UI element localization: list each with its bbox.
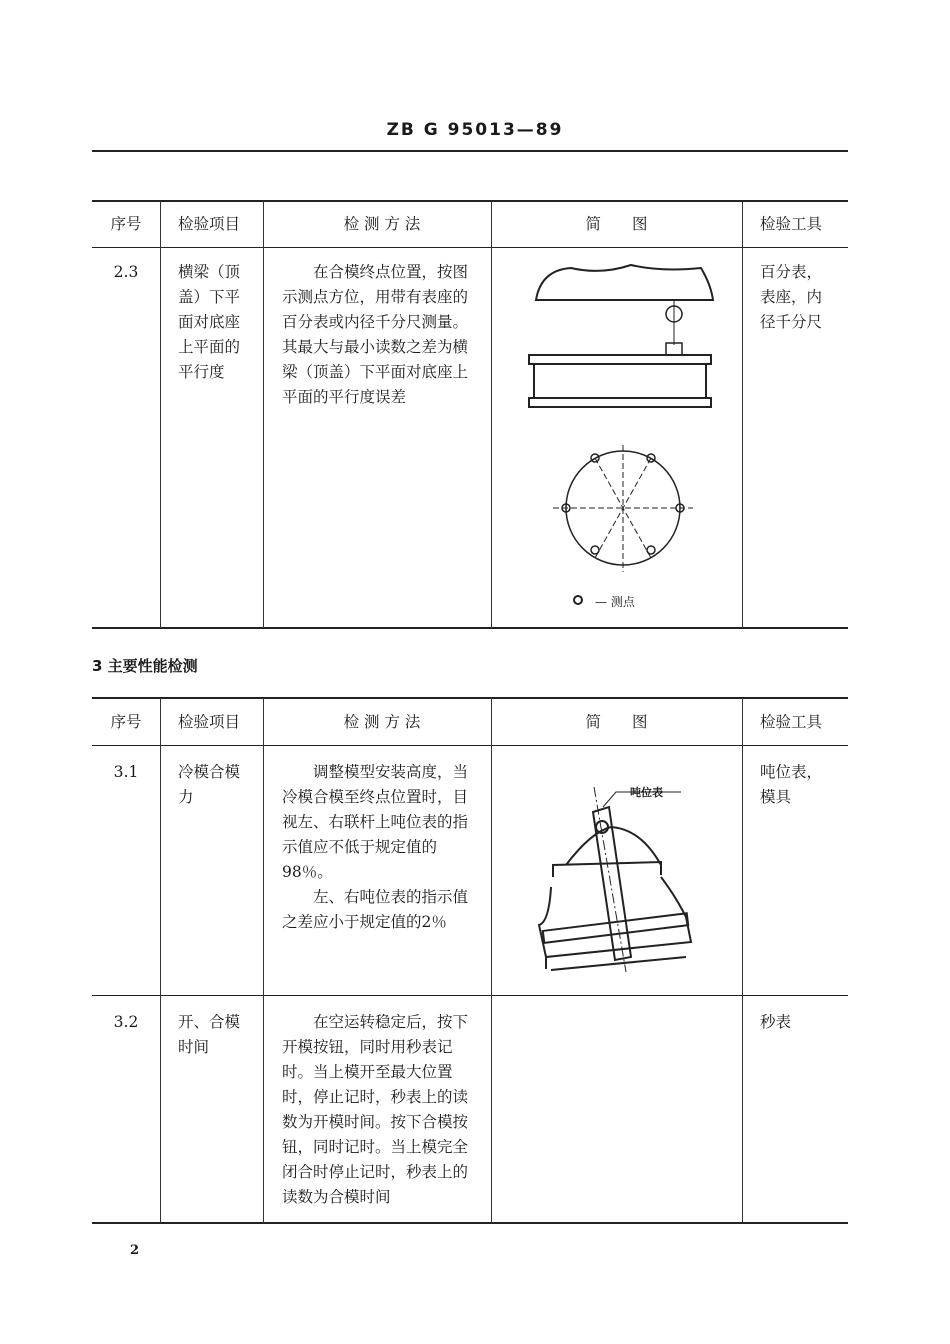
doc-code: ZB G 95013—89 (386, 120, 564, 140)
col-header-tools: 检验工具 (760, 215, 823, 233)
row-method: 调整模型安装高度，当冷模合模至终点位置时，目视左、右联杆上吨位表的指示值应不低于规定值的98％。 (282, 763, 469, 881)
figure-legend: — 测点 (595, 595, 635, 609)
row-no: 3.1 (113, 763, 139, 781)
col-header-no: 序号 (110, 215, 142, 233)
row-item: 横梁（顶盖）下平面对底座上平面的平行度 (178, 263, 241, 381)
row-item: 开、合模时间 (178, 1013, 241, 1056)
row-tools: 吨位表，模具 (760, 763, 823, 806)
row-method: 在合模终点位置，按图示测点方位，用带有表座的百分表或内径千分尺测量。其最大与最小读数之差为横梁（顶盖）下平面对底座上平面的平行度误差 (282, 263, 469, 406)
page-number: 2 (130, 1243, 140, 1258)
col-header-item: 检验项目 (178, 215, 241, 233)
section-heading: 3 主要性能检测 (92, 657, 198, 675)
header-rule (92, 150, 848, 152)
col-header-method: 检 测 方 法 (343, 215, 421, 233)
row-method: 在空运转稳定后，按下开模按钮，同时用秒表记时。当上模开至最大位置时，停止记时，秒表上的读数为开模时间。按下合模按钮，同时记时。当上模完全闭合时停止记时，秒表上的读数为合模时间 (282, 1013, 469, 1206)
col-header-figure: 简 图 (585, 713, 648, 731)
row-tools: 百分表，表座，内径千分尺 (760, 263, 823, 331)
col-header-tools: 检验工具 (760, 713, 823, 731)
col-header-item: 检验项目 (178, 713, 241, 731)
col-header-figure: 简 图 (585, 215, 648, 233)
gauge-label: 吨位表 (630, 786, 663, 799)
row-no: 2.3 (113, 263, 139, 281)
row-no: 3.2 (113, 1013, 139, 1031)
row-method-note: 左、右吨位表的指示值之差应小于规定值的2％ (282, 888, 469, 931)
row-tools: 秒表 (760, 1013, 792, 1031)
row-item: 冷模合模力 (178, 763, 241, 806)
col-header-no: 序号 (110, 713, 142, 731)
parallelism-figure (491, 250, 742, 625)
tonnage-gauge-figure (491, 747, 742, 992)
col-header-method: 检 测 方 法 (343, 713, 421, 731)
